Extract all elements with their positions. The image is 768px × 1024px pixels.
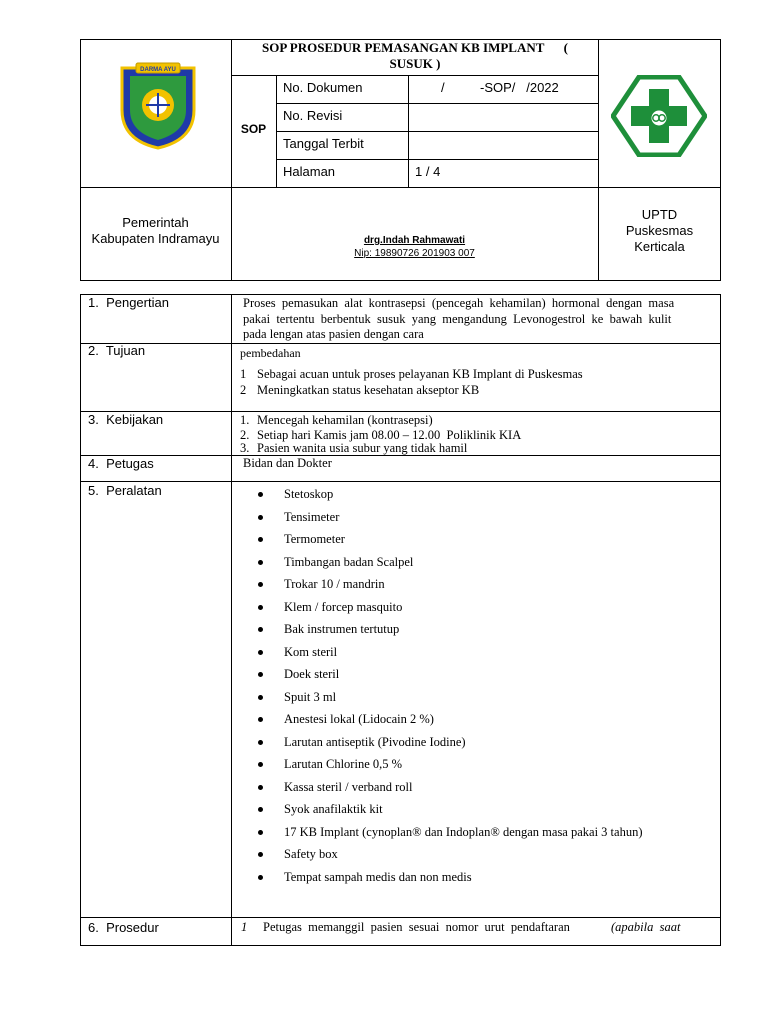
peralatan-item-text: Kom steril [284, 644, 338, 659]
peralatan-item-text: Kassa steril / verband roll [284, 779, 413, 794]
bullet-icon [258, 492, 263, 497]
peralatan-item-text: Tensimeter [284, 509, 340, 524]
prosedur-step-text: Petugas memanggil pasien sesuai nomor urut pendaftaran [263, 920, 570, 934]
row-label-no-revisi: No. Revisi [283, 108, 343, 123]
sop-label: SOP [240, 122, 267, 136]
peralatan-item-text: 17 KB Implant (cynoplan® dan Indoplan® dengan masa pakai 3 tahun) [284, 824, 643, 839]
row-label-no-dokumen: No. Dokumen [283, 80, 363, 95]
prosedur-step-num: 1 [241, 920, 248, 934]
signer-nip: Nip: 19890726 201903 007 [354, 248, 475, 259]
peralatan-item-text: Safety box [284, 847, 338, 861]
bullet-icon [258, 740, 263, 745]
document-title-line2: SUSUK ) [389, 56, 441, 71]
bullet-icon [258, 537, 263, 542]
bullet-icon [258, 627, 263, 632]
row-label-halaman: Halaman [283, 164, 336, 179]
kebijakan-item-num: 1. [240, 413, 250, 427]
label-kebijakan: 3. Kebijakan [88, 412, 164, 427]
kebijakan-item-text: Pasien wanita usia subur yang tidak hamil [257, 441, 468, 455]
bullet-icon [258, 875, 263, 880]
row-value-no-dokumen-slash: / [441, 80, 445, 95]
document-title [231, 40, 599, 72]
right-org-line1: UPTD [641, 207, 678, 222]
peralatan-item-text: Anestesi lokal (Lidocain 2 %) [284, 712, 434, 726]
peralatan-item-text: Termometer [284, 532, 345, 546]
label-tujuan: 2. Tujuan [88, 343, 146, 358]
bullet-icon [258, 560, 263, 565]
peralatan-item-text: Trokar 10 / mandrin [284, 577, 385, 591]
peralatan-item-text: Timbangan badan Scalpel [284, 554, 414, 569]
kebijakan-item-num: 3. [240, 441, 250, 455]
prosedur-step-text-italic: (apabila saat [611, 920, 681, 934]
signature-block [231, 234, 598, 260]
tujuan-intro: pembedahan [240, 346, 301, 360]
bullet-icon [258, 830, 263, 835]
kebijakan-item-num: 2. [240, 428, 250, 442]
peralatan-item-text: Doek steril [284, 667, 340, 681]
tujuan-item-num: 2 [240, 383, 247, 397]
right-org-line3: Kerticala [634, 239, 685, 254]
kebijakan-item-text: Setiap hari Kamis jam 08.00 – 12.00 Poliklinik KIA [257, 428, 522, 442]
pengertian-line3: pada lengan atas pasien dengan cara [243, 327, 424, 341]
tujuan-item-num: 1 [240, 367, 247, 381]
bullet-icon [258, 762, 263, 767]
left-org-line2: Kabupaten Indramayu [91, 231, 220, 246]
pengertian-line2: pakai tertentu berbentuk susuk yang mengandung Levonogestrol ke bawah kulit [243, 311, 672, 326]
signer-name: drg.Indah Rahmawati [363, 235, 466, 246]
peralatan-item-text: Klem / forcep masquito [284, 599, 403, 614]
peralatan-item-text: Spuit 3 ml [284, 689, 337, 704]
peralatan-item-text: Stetoskop [284, 487, 334, 501]
row-value-no-dokumen: -SOP/ /2022 [480, 80, 559, 95]
label-peralatan: 5. Peralatan [88, 483, 162, 498]
bullet-icon [258, 605, 263, 610]
row-label-tanggal-terbit: Tanggal Terbit [283, 136, 364, 151]
kebijakan-item [240, 413, 433, 428]
kebijakan-item-text: Mencegah kehamilan (kontrasepsi) [257, 413, 433, 427]
tujuan-item-text: Sebagai acuan untuk proses pelayanan KB Implant di Puskesmas [257, 367, 583, 381]
left-organization [80, 215, 231, 247]
label-pengertian: 1. Pengertian [88, 295, 169, 310]
right-org-line2: Puskesmas [625, 223, 694, 238]
peralatan-item-text: Tempat sampah medis dan non medis [284, 869, 472, 884]
bullet-icon [258, 515, 263, 520]
bullet-icon [258, 852, 263, 857]
logo-banner-text: DARMA AYU [140, 67, 176, 73]
label-petugas: 4. Petugas [88, 456, 154, 471]
peralatan-item-text: Larutan Chlorine 0,5 % [284, 757, 403, 771]
puskesmas-logo [611, 75, 707, 157]
prosedur-step [241, 920, 713, 935]
petugas-text: Bidan dan Dokter [243, 456, 332, 470]
tujuan-item-text: Meningkatkan status kesehatan akseptor KB [257, 383, 480, 397]
label-prosedur: 6. Prosedur [88, 920, 159, 935]
bullet-icon [258, 695, 263, 700]
right-organization [598, 207, 721, 255]
pengertian-text [243, 296, 713, 343]
peralatan-item-text: Bak instrumen tertutup [284, 622, 400, 636]
kebijakan-item [240, 441, 468, 456]
peralatan-item-text: Syok anafilaktik kit [284, 802, 383, 816]
bullet-icon [258, 672, 263, 677]
bullet-icon [258, 582, 263, 587]
tujuan-item [240, 367, 583, 382]
bullet-icon [258, 807, 263, 812]
document-title-line1: SOP PROSEDUR PEMASANGAN KB IMPLANT ( [261, 40, 568, 55]
left-org-line1: Pemerintah [122, 215, 189, 230]
bullet-icon [258, 717, 263, 722]
peralatan-item-text: Larutan antiseptik (Pivodine Iodine) [284, 734, 466, 749]
bullet-icon [258, 785, 263, 790]
pengertian-line1: Proses pemasukan alat kontrasepsi (pencegah kehamilan) hormonal dengan masa [243, 296, 675, 310]
bullet-icon [258, 650, 263, 655]
row-value-halaman: 1 / 4 [415, 164, 441, 179]
tujuan-item [240, 383, 480, 398]
indramayu-regency-logo [118, 60, 198, 150]
